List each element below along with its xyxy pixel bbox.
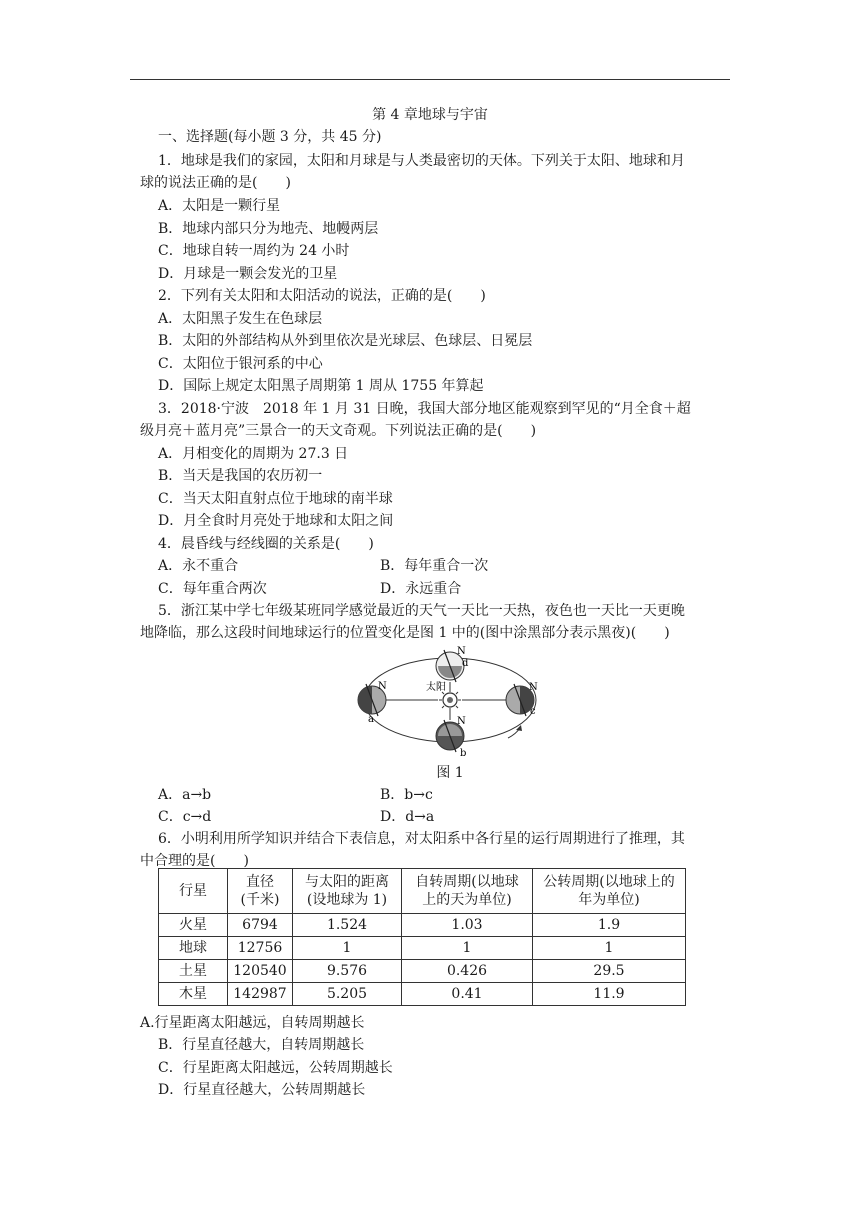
header-distance: 与太阳的距离 (设地球为 1) bbox=[293, 869, 402, 914]
q4-stem-line1: 4．晨昏线与经线圈的关系是( ) bbox=[158, 536, 374, 552]
q4-option-c: C．每年重合两次 bbox=[158, 581, 267, 597]
earth-c-label: c bbox=[530, 706, 536, 717]
q2-option-a: A．太阳黑子发生在色球层 bbox=[158, 311, 323, 327]
q3-option-c: C．当天太阳直射点位于地球的南半球 bbox=[158, 491, 393, 507]
q1-stem-line1: 1．地球是我们的家园，太阳和月球是与人类最密切的天体。下列关于太阳、地球和月 bbox=[158, 153, 685, 169]
q2-option-b: B．太阳的外部结构从外到里依次是光球层、色球层、日冕层 bbox=[158, 333, 533, 349]
earth-b-label: b bbox=[460, 748, 467, 759]
table-row: 地球 12756 1 1 1 bbox=[159, 937, 686, 960]
q5-option-d: D．d→a bbox=[380, 809, 435, 825]
q1-option-b: B．地球内部只分为地壳、地幔两层 bbox=[158, 221, 379, 237]
q3-option-d: D．月全食时月亮处于地球和太阳之间 bbox=[158, 513, 394, 529]
q3-option-a: A．月相变化的周期为 27.3 日 bbox=[158, 446, 349, 462]
earth-d-north-label: N bbox=[457, 646, 466, 657]
q2-option-c: C．太阳位于银河系的中心 bbox=[158, 356, 323, 372]
earth-b-north-label: N bbox=[457, 716, 466, 727]
table-row: 木星 142987 5.205 0.41 11.9 bbox=[159, 983, 686, 1006]
q6-stem-line2: 中合理的是( ) bbox=[140, 853, 249, 869]
header-planet: 行星 bbox=[159, 869, 228, 914]
q2-stem-line1: 2．下列有关太阳和太阳活动的说法，正确的是( ) bbox=[158, 288, 486, 304]
q5-stem-line1: 5．浙江某中学七年级某班同学感觉最近的天气一天比一天热，夜色也一天比一天更晚 bbox=[158, 603, 685, 619]
q1-option-c: C．地球自转一周约为 24 小时 bbox=[158, 243, 350, 259]
q6-option-d: D．行星直径越大，公转周期越长 bbox=[158, 1082, 366, 1098]
sun-label: 太阳 bbox=[426, 682, 446, 693]
header-revolution: 公转周期(以地球上的 年为单位) bbox=[533, 869, 686, 914]
earth-a-label: a bbox=[368, 714, 374, 725]
table-row: 火星 6794 1.524 1.03 1.9 bbox=[159, 914, 686, 937]
earth-a-north-label: N bbox=[378, 681, 387, 692]
q1-stem-line2: 球的说法正确的是( ) bbox=[140, 175, 291, 191]
q5-option-c: C．c→d bbox=[158, 809, 212, 825]
earth-c-north-label: N bbox=[529, 682, 538, 693]
table-row: 土星 120540 9.576 0.426 29.5 bbox=[159, 960, 686, 983]
q4-option-d: D．永远重合 bbox=[380, 581, 462, 597]
q6-option-a: A.行星距离太阳越远，自转周期越长 bbox=[140, 1015, 365, 1031]
q6-option-c: C．行星距离太阳越远，公转周期越长 bbox=[158, 1060, 393, 1076]
q3-stem-line1: 3．2018·宁波 2018 年 1 月 31 日晚，我国大部分地区能观察到罕见的“月全食＋超 bbox=[158, 401, 691, 417]
q5-stem-line2: 地降临，那么这段时间地球运行的位置变化是图 1 中的(图中涂黑部分表示黑夜)( ) bbox=[140, 625, 670, 641]
q6-option-b: B．行星直径越大，自转周期越长 bbox=[158, 1037, 365, 1053]
q1-option-d: D．月球是一颗会发光的卫星 bbox=[158, 266, 338, 282]
q4-option-b: B．每年重合一次 bbox=[380, 558, 489, 574]
q6-stem-line1: 6．小明利用所学知识并结合下表信息，对太阳系中各行星的运行周期进行了推理，其 bbox=[158, 831, 685, 847]
q3-option-b: B．当天是我国的农历初一 bbox=[158, 468, 323, 484]
q3-stem-line2: 级月亮＋蓝月亮”三景合一的天文奇观。下列说法正确的是( ) bbox=[140, 423, 537, 439]
q5-option-a: A．a→b bbox=[158, 787, 212, 803]
earth-orbit-figure bbox=[350, 640, 550, 760]
table-header-row bbox=[159, 869, 686, 914]
q1-option-a: A．太阳是一颗行星 bbox=[158, 198, 281, 214]
section-heading: 一、选择题(每小题 3 分，共 45 分) bbox=[158, 129, 382, 145]
planet-table bbox=[158, 868, 686, 1006]
figure-caption: 图 1 bbox=[436, 765, 464, 781]
earth-d-label: d bbox=[462, 658, 469, 669]
q2-option-d: D．国际上规定太阳黑子周期第 1 周从 1755 年算起 bbox=[158, 378, 484, 394]
q4-option-a: A．永不重合 bbox=[158, 558, 239, 574]
q5-option-b: B．b→c bbox=[380, 787, 433, 803]
header-rotation: 自转周期(以地球 上的天为单位) bbox=[402, 869, 533, 914]
chapter-title: 第 4 章地球与宇宙 bbox=[372, 107, 488, 123]
header-rule bbox=[130, 79, 730, 80]
header-diameter: 直径 (千米) bbox=[228, 869, 293, 914]
